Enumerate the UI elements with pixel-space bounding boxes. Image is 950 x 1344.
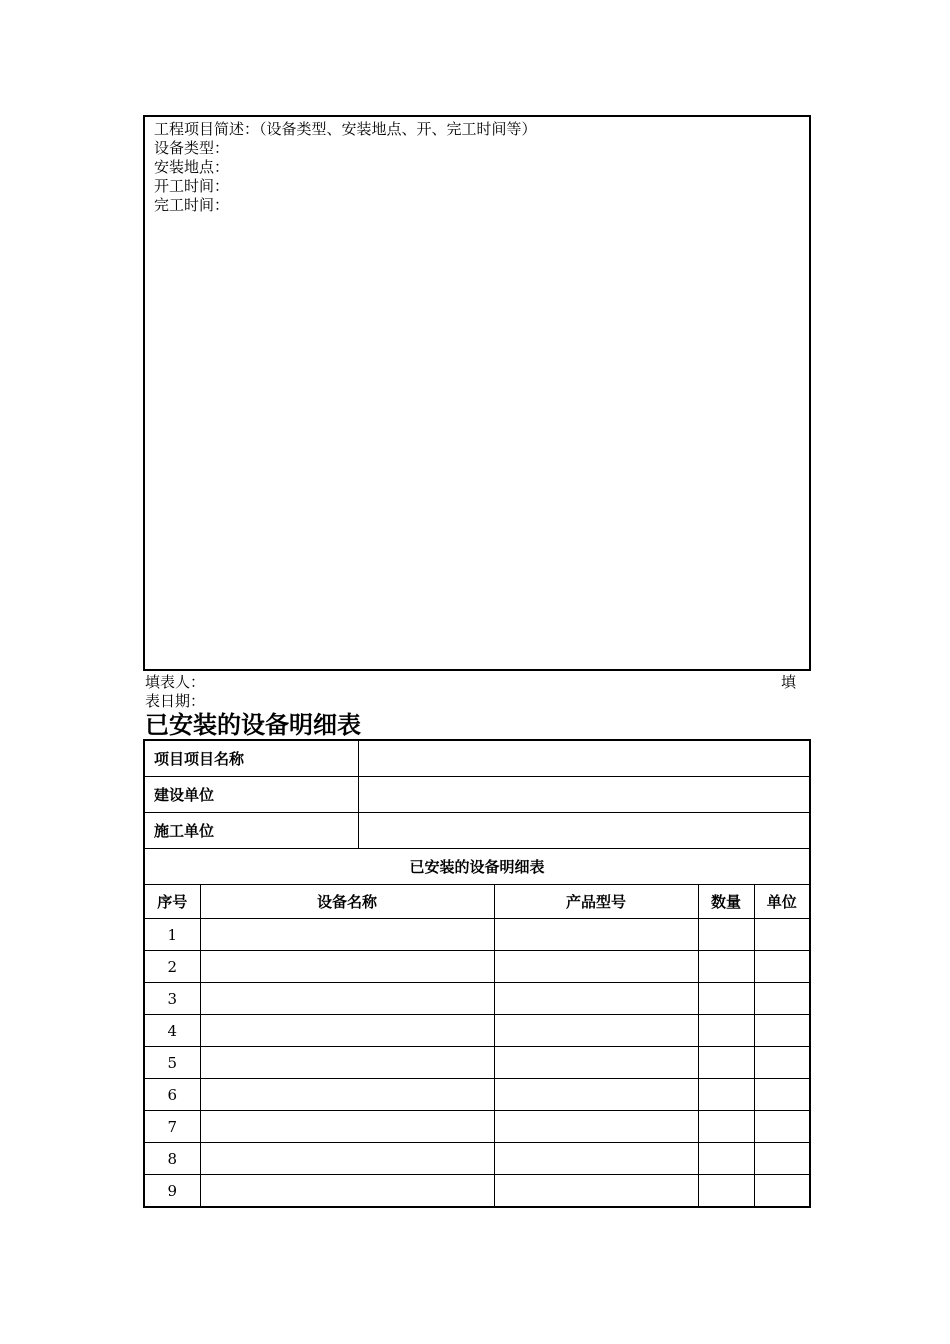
col-header-model: 产品型号 <box>494 885 698 919</box>
start-time-label: 开工时间： <box>154 177 230 195</box>
col-header-equipment-name: 设备名称 <box>200 885 494 919</box>
model-cell[interactable] <box>494 951 698 983</box>
table-row <box>144 1079 810 1111</box>
row-number: 8 <box>144 1143 200 1175</box>
quantity-cell[interactable] <box>698 1143 754 1175</box>
table-row <box>144 1047 810 1079</box>
unit-cell[interactable] <box>754 1143 810 1175</box>
info-row-construction-unit <box>144 777 810 813</box>
row-number: 2 <box>144 951 200 983</box>
model-cell[interactable] <box>494 1175 698 1208</box>
quantity-cell[interactable] <box>698 951 754 983</box>
table-title-row <box>144 849 810 885</box>
quantity-cell[interactable] <box>698 1047 754 1079</box>
col-header-unit: 单位 <box>754 885 810 919</box>
unit-cell[interactable] <box>754 919 810 951</box>
table-row <box>144 1015 810 1047</box>
model-cell[interactable] <box>494 983 698 1015</box>
finish-time-label: 完工时间： <box>154 196 230 214</box>
fill-date-label-end: 表日期： <box>145 692 206 710</box>
quantity-cell[interactable] <box>698 919 754 951</box>
quantity-cell[interactable] <box>698 1015 754 1047</box>
table-row <box>144 919 810 951</box>
row-number: 3 <box>144 983 200 1015</box>
table-row <box>144 983 810 1015</box>
construction-unit-value[interactable] <box>358 777 810 813</box>
unit-cell[interactable] <box>754 1111 810 1143</box>
project-name-label: 项目项目名称 <box>144 740 358 777</box>
fill-date-label-start: 填 <box>781 673 797 691</box>
quantity-cell[interactable] <box>698 1079 754 1111</box>
section-title: 已安装的设备明细表 <box>145 711 361 739</box>
description-lines <box>154 120 537 215</box>
unit-cell[interactable] <box>754 1175 810 1208</box>
model-cell[interactable] <box>494 1047 698 1079</box>
equipment-name-cell[interactable] <box>200 1079 494 1111</box>
table-row <box>144 1111 810 1143</box>
equipment-name-cell[interactable] <box>200 1015 494 1047</box>
equipment-type-label: 设备类型： <box>154 139 230 157</box>
unit-cell[interactable] <box>754 1047 810 1079</box>
filler-label: 填表人： <box>145 673 206 691</box>
project-description-box <box>143 115 811 671</box>
row-number: 9 <box>144 1175 200 1208</box>
equipment-name-cell[interactable] <box>200 1143 494 1175</box>
model-cell[interactable] <box>494 1143 698 1175</box>
table-row <box>144 1175 810 1208</box>
model-cell[interactable] <box>494 1111 698 1143</box>
col-header-quantity: 数量 <box>698 885 754 919</box>
equipment-name-cell[interactable] <box>200 1111 494 1143</box>
unit-cell[interactable] <box>754 951 810 983</box>
row-number: 4 <box>144 1015 200 1047</box>
equipment-name-cell[interactable] <box>200 951 494 983</box>
contractor-label: 施工单位 <box>144 813 358 849</box>
row-number: 6 <box>144 1079 200 1111</box>
quantity-cell[interactable] <box>698 983 754 1015</box>
row-number: 5 <box>144 1047 200 1079</box>
unit-cell[interactable] <box>754 1015 810 1047</box>
row-number: 1 <box>144 919 200 951</box>
quantity-cell[interactable] <box>698 1175 754 1208</box>
install-location-label: 安装地点： <box>154 158 230 176</box>
table-title: 已安装的设备明细表 <box>144 849 810 885</box>
equipment-name-cell[interactable] <box>200 983 494 1015</box>
contractor-value[interactable] <box>358 813 810 849</box>
table-row <box>144 951 810 983</box>
unit-cell[interactable] <box>754 1079 810 1111</box>
info-row-project-name <box>144 740 810 777</box>
construction-unit-label: 建设单位 <box>144 777 358 813</box>
column-header-row <box>144 885 810 919</box>
equipment-name-cell[interactable] <box>200 1047 494 1079</box>
table-row <box>144 1143 810 1175</box>
unit-cell[interactable] <box>754 983 810 1015</box>
quantity-cell[interactable] <box>698 1111 754 1143</box>
row-number: 7 <box>144 1111 200 1143</box>
info-row-contractor <box>144 813 810 849</box>
equipment-name-cell[interactable] <box>200 1175 494 1208</box>
model-cell[interactable] <box>494 919 698 951</box>
equipment-name-cell[interactable] <box>200 919 494 951</box>
col-header-no: 序号 <box>144 885 200 919</box>
project-name-value[interactable] <box>358 740 810 777</box>
description-heading: 工程项目简述：（设备类型、安装地点、开、完工时间等） <box>154 120 537 138</box>
equipment-detail-table <box>143 739 811 1208</box>
model-cell[interactable] <box>494 1079 698 1111</box>
model-cell[interactable] <box>494 1015 698 1047</box>
